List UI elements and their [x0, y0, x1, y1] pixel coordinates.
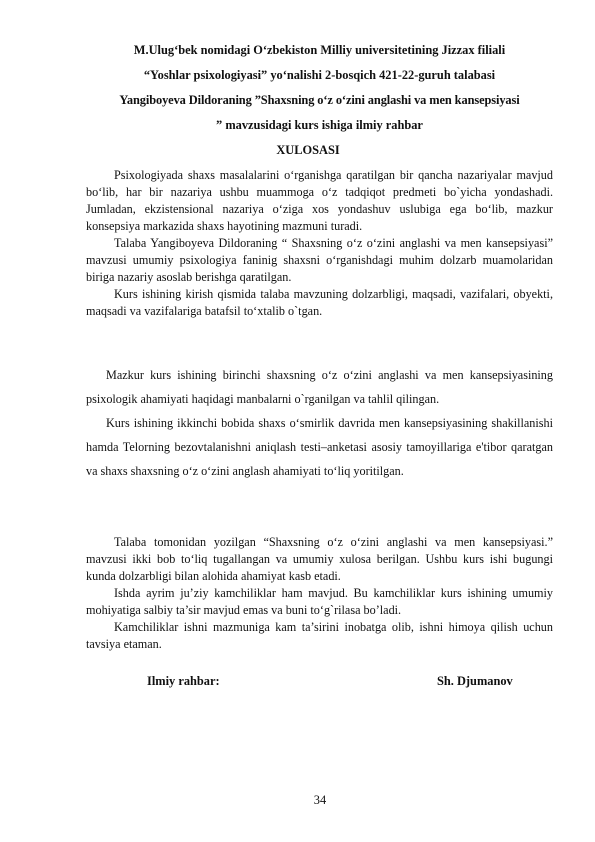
supervisor-heading: ” mavzusidagi kurs ishiga ilmiy rahbar — [216, 118, 423, 132]
conclusion-body — [86, 167, 553, 320]
paragraph: Talaba tomonidan yozilgan “Shaxsning o‘z o‘zini anglashi va men kansepsiyasi.” mavzusi ikki bob to‘liq tugallangan va umumiy xulosa berilgan. Ushbu kurs ishi bugungi kunda dolzarbligi bilan alohida ahamiyat kasb etadi. — [86, 535, 553, 583]
supervisor-name: Sh. Djumanov — [437, 674, 513, 688]
paragraph: Psixologiyada shaxs masalalarini o‘rganishga qaratilgan bir qancha nazariyalar mavjud bo‘lib, har bir nazariya ushbu muammoga o‘z tadqiqot predmeti bo`yicha yondashadi. Jumladan, ekzistensional nazariya o‘ziga xos yondashuv uslubiga ega bo‘lib, mazkur konsepsiya markazida shaxs hayotining mazmuni turadi. — [86, 168, 553, 233]
paragraph: Mazkur kurs ishining birinchi shaxsning o‘z o‘zini anglashi va men kansepsiyasining psixologik ahamiyati haqidagi manbalarni o`rganilgan va tahlil qilingan. — [86, 368, 553, 406]
conclusion-body-wide — [86, 363, 553, 483]
paragraph: Kurs ishining ikkinchi bobida shaxs o‘smirlik davrida men kansepsiyasining shakillanishi hamda Telorning bezovtalanishni aniqlash testi–anketasi asosiy tamoyillariga e'tibor qaratgan va shaxs shaxsning o‘z o‘zini anglash ahamiyati to‘liq yoritilgan. — [86, 416, 553, 478]
paragraph: Talaba Yangiboyeva Dildoraning “ Shaxsning o‘z o‘zini anglashi va men kansepsiyasi” mavzusi umumiy psixologiya faninig shaxsni o‘rganishdagi muhim dolzarb muamolaridan biriga nazariy asoslab berishga qaratilgan. — [86, 236, 553, 284]
page-number: 34 — [313, 793, 327, 807]
supervisor-label: Ilmiy rahbar: — [147, 674, 220, 688]
university-heading: M.Ulug‘bek nomidagi O‘zbekiston Milliy universitetining Jizzax filiali — [133, 43, 506, 57]
topic-heading: Yangiboyeva Dildoraning ”Shaxsning o‘z o‘zini anglashi va men kansepsiyasi — [119, 93, 520, 107]
paragraph: Kamchiliklar ishni mazmuniga kam ta’sirini inobatga olib, ishni himoya qilish uchun tavsiya etaman. — [86, 620, 553, 651]
paragraph: Kurs ishining kirish qismida talaba mavzuning dolzarbligi, maqsadi, vazifalari, obyekti, maqsadi va vazifalariga batafsil to‘xtalib o`tgan. — [86, 287, 553, 318]
paragraph: Ishda ayrim ju’ziy kamchiliklar ham mavjud. Bu kamchiliklar kurs ishining umumiy mohiyatiga salbiy ta’sir mavjud emas va buni to‘g`rilasa bo’ladi. — [86, 586, 553, 617]
student-group-heading: “Yoshlar psixologiyasi” yo‘nalishi 2-bosqich 421-22-guruh talabasi — [143, 68, 496, 82]
document-title: XULOSASI — [276, 143, 340, 157]
conclusion-body-end — [86, 534, 553, 653]
